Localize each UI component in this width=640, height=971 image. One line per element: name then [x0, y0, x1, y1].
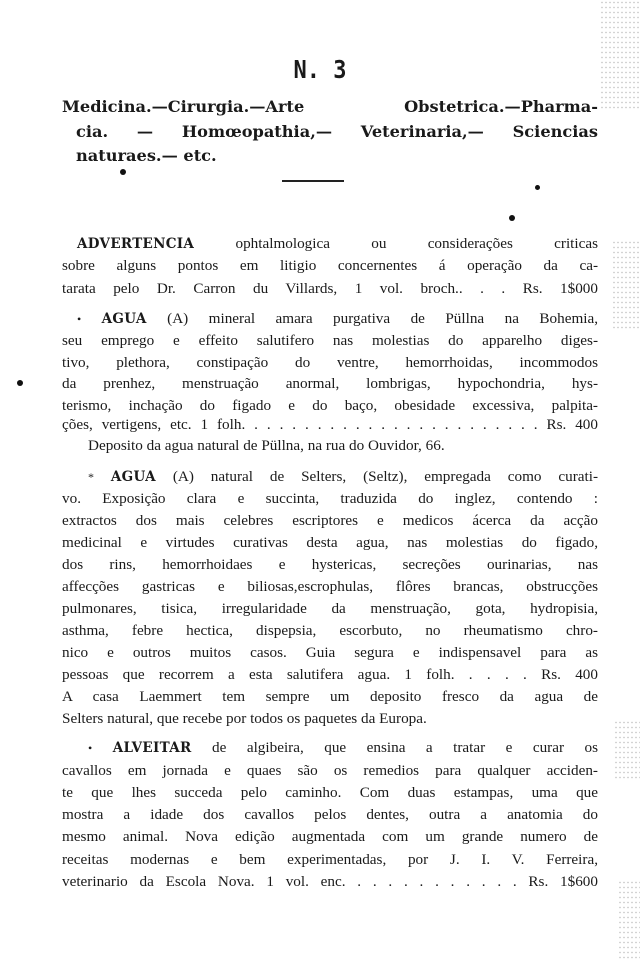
entry-line: affecções gastricas e biliosas,escrophulas, flôres brancas, obstrucções — [62, 578, 598, 595]
ink-spot — [17, 380, 23, 386]
entry-line — [88, 738, 598, 758]
entry-marker: • — [77, 312, 82, 326]
entry-line: extractos dos mais celebres escriptores e medicos ácerca da acção — [62, 512, 598, 529]
entry-line: nico e outros muitos casos. Guia segura e indispensavel para as — [62, 644, 598, 661]
entry-text: ophtalmologica ou considerações criticas — [235, 235, 598, 252]
entry-line: seu emprego e effeito salutifero nas molestias do apparelho diges- — [62, 332, 598, 349]
heading-line: naturaes.— etc. — [76, 146, 217, 165]
entry-title: ALVEITAR — [112, 740, 192, 756]
page-number: N. 3 — [293, 56, 347, 85]
entry-line — [77, 234, 598, 254]
entry-line — [88, 467, 598, 487]
entry-line: mesmo animal. Nova edição augmentada com um grande numero de — [62, 828, 598, 845]
entry-line: asthma, febre hectica, dispepsia, escorbuto, no rheumatismo chro- — [62, 622, 598, 639]
entry-line: te que lhes succeda pelo caminho. Com duas estampas, uma que — [62, 784, 598, 801]
scan-noise — [612, 240, 640, 330]
entry-line: A casa Laemmert tem sempre um deposito fresco da agua de — [62, 688, 598, 705]
entry-line — [77, 309, 598, 329]
entry-text: (A) natural de Selters, (Seltz), empregada como curati- — [172, 468, 599, 485]
scan-noise — [614, 720, 640, 780]
entry-line: pessoas que recorrem a esta salutifera agua. 1 folh. . . . . Rs. 400 — [62, 666, 598, 683]
entry-title: AGUA — [101, 311, 147, 327]
entry-line: dos rins, hemorrhoidaes e hystericas, secreções ourinarias, nas — [62, 556, 598, 573]
entry-line: receitas modernas e bem experimentadas, por J. I. V. Ferreira, — [62, 851, 598, 868]
entry-line: da prenhez, menstruação anormal, lombrigas, hypochondria, hys- — [62, 375, 598, 392]
entry-line: veterinario da Escola Nova. 1 vol. enc. . . . . . . . . . . . Rs. 1$600 — [62, 873, 598, 890]
ink-spot — [120, 169, 126, 175]
entry-line: vo. Exposição clara e succinta, traduzida do inglez, contendo : — [62, 490, 598, 507]
heading-line: Medicina.—Cirurgia.—Arte Obstetrica.—Pharma- — [62, 97, 598, 116]
scan-noise — [618, 880, 640, 960]
entry-line: cavallos em jornada e quaes são os remedios para qualquer acciden- — [62, 762, 598, 779]
entry-line: medicinal e virtudes curativas desta agua, nas molestias do figado, — [62, 534, 598, 551]
entry-marker: * — [88, 470, 94, 484]
entry-title: AGUA — [110, 469, 156, 485]
ink-spot — [509, 215, 515, 221]
entry-line: Selters natural, que recebe por todos os paquetes da Europa. — [62, 710, 427, 727]
divider-rule — [282, 180, 344, 182]
entry-line: Deposito da agua natural de Püllna, na rua do Ouvidor, 66. — [88, 437, 445, 454]
entry-text: de algibeira, que ensina a tratar e curar os — [212, 739, 599, 756]
entry-line: pulmonares, tisica, irregularidade da menstruação, gota, hydropisia, — [62, 600, 598, 617]
entry-title: ADVERTENCIA — [77, 236, 195, 252]
ink-spot — [535, 185, 540, 190]
entry-line: terismo, inchação do figado e do baço, obesidade excessiva, palpita- — [62, 397, 598, 414]
heading-line: cia. — Homœopathia,— Veterinaria,— Sciencias — [76, 122, 598, 141]
entry-text: (A) mineral amara purgativa de Püllna na Bohemia, — [167, 310, 599, 327]
entry-marker: • — [88, 741, 93, 755]
entry-line: sobre alguns pontos em litigio concernentes á operação da ca- — [62, 257, 598, 274]
scan-noise — [600, 0, 640, 110]
entry-line: tarata pelo Dr. Carron du Villards, 1 vol. broch.. . . Rs. 1$000 — [62, 280, 598, 297]
entry-line: ções, vertigens, etc. 1 folh. . . . . . . . . . . . . . . . . . . . . . . . Rs. 400 — [62, 416, 598, 433]
entry-line: mostra a idade dos cavallos pelos dentes, outra a anatomia do — [62, 806, 598, 823]
entry-line: tivo, plethora, constipação do ventre, hemorrhoidas, incommodos — [62, 354, 598, 371]
